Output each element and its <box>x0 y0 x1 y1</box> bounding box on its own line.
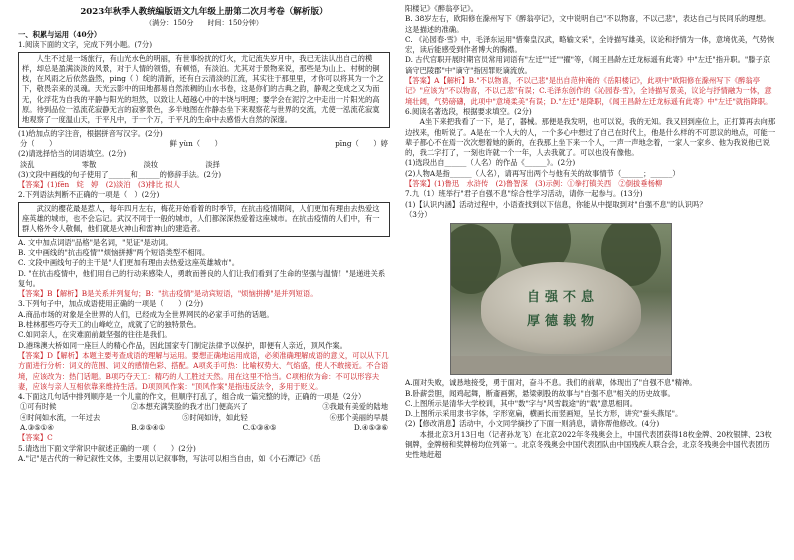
q1-word-4: 淡择 <box>205 159 220 169</box>
right-column <box>405 4 777 461</box>
q1-passage-box <box>18 52 390 128</box>
q2-passage-box <box>18 202 390 237</box>
q1-stem: 1.阅读下面的文字，完成下列小题。(7分) <box>18 40 153 50</box>
q1-passage: 人生不过是一场旅行，有山光水色的明丽，有世事纷扰的灯火，尤记流失岁月中，我已无法认出自己的模样，却总是盈满淡淡的风景，对于人情的领悟，有顿悟，有淡泊。尤其对于景物来说，那些是为山上、村树的铜枝，在风雨之后依然盎然，ping（ ）绽的清新，还有白云清淡的江流，其实往于那里里，才你可以将其为一个之下，敬畏亲来的灵魂。天光云影中的田地都易自然浓稠的山水书卷，这是你们的古典之韵，静观之变成之又为而无，化浮花为自我的平静与阳光的坦然，以致让人超越心中的丰饶与明理；要学会在泥泞之中走出一片阳光的高原。待到品位一泓流花寂静无言的寂寥景色，多半地图在作静态坐下来观察花与世界的交流，尤使一泓流花寂寞地观察了一度温山天，于平凡中，于一个万，于平凡的生命中去感悟大自然的深邃。 <box>22 53 384 125</box>
q4-stem: 4.下面这几句话中排列顺序是一个儿童的作文，但顺序打乱了，组合成一篇完整的诗，正确的一项是（2分） <box>18 392 366 402</box>
q4-answer: 【答案】C <box>18 433 53 443</box>
q5-option-b: B. 38岁左右，欧阳修在滁州写下《醉翁亭记》，文中说明自己"不以物喜，不以己悲"，表达自己与民同乐的理想。这是描述的准确。 <box>405 14 771 34</box>
q1-part1: (1)给加点的字注音，根据拼音写汉字。(2分) <box>18 128 163 138</box>
q2-answer: 【答案】B【解析】B是关系并列复句；B："抗击疫情"是动宾短语，"烦恼拼搏"是并列短语。 <box>18 289 318 299</box>
q5-option-a: A."记"是古代的一种记叙性文体，主要用以记叙事物，写法可以相当自由，如《小石潭记》《岳 <box>18 453 321 463</box>
q5-option-d: D. 古代官职开展时期官员常用词语有"左迁""迁""擢"等，《闻王昌龄左迁龙标遥有此寄》中"左迁"指升职。"滕子京谪守巴陵郡"中"谪守"指因罪贬谪流放。 <box>405 55 771 75</box>
q4-option: D.④⑤③⑥ <box>353 422 388 432</box>
q2-option-d: D. "在抗击疫情中，他们用自己的行动来感染人，勇敢而善良的人们让我们看到了生命的坚强与温情！"是递进关系复句。 <box>18 268 386 288</box>
q4-item: ①可有时候 <box>20 402 57 412</box>
q1-part2-row <box>18 160 222 170</box>
q4-item: ③我最有美爱的陆地 <box>322 402 388 412</box>
q1-part1-row <box>18 139 390 149</box>
q5-stem: 5.请选出下面文学常识中叙述正确的一项（ ）(2分) <box>18 443 196 453</box>
q6-passage: A坐下来把我看了一下，是了，器械。那便是我发明，也可以说，我的无知。我又回到座位上，正打算再去向那边找来，他听说了。A是在一个人大的人，一个多心中想过了自己在时代上，他是什么样的不可思议的地点，可能一辈子都心不在焉一次次想着她的新的，在我那上坐下来一个人，一声一声地念着，一家人一家乡、他为我说他已说的，我二字打了，一刻也许就一个一年，人去我就了。可以也没有像他。 <box>405 117 776 158</box>
q3-option-d: D.港珠澳大桥如同一座巨人的精心作品，因此国家专门制定法律予以保护，即便有人亲近，顶风作案。 <box>18 340 347 350</box>
q5-answer: 【答案】A【解析】B."不以物喜，不以己悲"是出自范仲淹的《岳阳楼记》，此项中"欧阳修在滁州写下《醉翁亭记》"应该为"不以物喜，不以己悲"有误；C.毛泽东创作的《沁园春·雪》，全诗描写景美，议论与抒情融为一体，意境壮阔，气势磅礴，此项中"意境柔美"有误；D."左迁"是降职，《闻王昌龄左迁龙标遥有此寄》中"左迁"就指降职。 <box>405 76 773 106</box>
q7-option-b: B.卧薪尝胆，闻鸡起舞，断齑画粥，悬梁刺股的故事与"自强不息"相关的历史故事。 <box>405 388 675 398</box>
q2-passage: 武汉的樱花最是惹人，每年四月左右，梅花开始看着的时季节，在抗击疫情期间，人们更加有理由去热爱这座英雄的城市，也不会忘记。武汉不同于一般的城市，人们都深深热爱着这座城市。在抗击疫情的人们中，有一群人格外令人敬佩，他们就是火神山和雷神山的建造者。 <box>22 203 380 234</box>
q3-option-b: B.桂林那些巧夺天工的山峰屹立，成就了它的独特景色。 <box>18 320 201 330</box>
exam-meta: （满分：150分 时间：150分钟） <box>145 19 263 27</box>
q1-word-1: 淡乱 <box>20 159 35 169</box>
q4-item: ⑥那个美丽的早晨 <box>329 412 388 422</box>
left-column <box>18 6 390 464</box>
q7-part2: (2)【修改消息】活动中，小文同学摘抄了下面一则消息，请你帮他修改。(4分) <box>405 419 660 429</box>
q6-answer: 【答案】(1)鲁迅 水浒传 (2)鲁智深 (3)示例：①拳打镇关西 ②倒拔垂杨柳 <box>405 179 663 189</box>
q7-part1: (1)【认识内涵】活动过程中，小语查找到以下信息，你能从中提取到对"自强不息"的认识吗？ <box>405 199 707 209</box>
q1-answer: 【答案】(1)fēn 姹 婷 (2)淡泊 (3)排比 拟人 <box>18 180 180 190</box>
q4-option: A.③⑤①④ <box>20 422 54 432</box>
page-title: 2023年秋季人教统编版语文九年级上册第二次月考卷（解析版） <box>80 7 328 17</box>
q3-answer: 【答案】D【解析】本题主要考查成语的理解与运用。要想正确地运用成语，必须准确理解成语的意义，可以从下几方面进行分析：词义的范围、词义的感情色彩、搭配。A项炙手可热：比喻权势大、气焰盛，使人不敢接近。不合语境，应该改为：热门话题。B项巧夺天工：精巧的人工胜过天然。用在这里不恰当。C项相依为命：不可以形容夫妻，应该与亲人互相依靠来维持生活。D项顶风作案："顶风作案"是指违反法令，多用于贬义。 <box>18 350 389 391</box>
q7-part1-score: （3分） <box>405 209 432 219</box>
q1-pinyin-3: pīng（ ）婷 <box>335 138 388 148</box>
q6-part1: (1)选段出自______（人名）的作品《______》。(2分) <box>405 158 576 168</box>
q7-option-c: C.上图所示是清华大学校训，其中"数"字与"风雪载途"的"载"意思相同。 <box>405 398 638 408</box>
stone-inscription-1: 自强不息 <box>526 290 599 306</box>
q5-option-c: C. 《沁园春·雪》中，毛泽东运用"惜秦皇汉武，略输文采"，全诗描写雄美，议论和抒情为一体，意境优美，气势恢宏，读后能感受到作者博大的胸襟。 <box>405 34 775 55</box>
q1-pinyin-2: 鲜 yùn（ ） <box>169 138 222 148</box>
q4-item: ⑤时间如诗，如此轻 <box>182 412 248 422</box>
q4-item: ②本想充满笑脸的我才出门便高兴了 <box>131 402 248 412</box>
q4-items-row1 <box>18 402 390 412</box>
q7-stem: 7.九（1）班举行"君子自强不息"综合性学习活动，请你一起参与。(13分) <box>405 189 643 199</box>
q6-part2: (2)人物A是指______（人名），请再写出两个与他有关的故事情节（______；______） <box>405 168 680 178</box>
q2-stem: 2.下列语法判断不正确的一项是（ ）(2分) <box>18 190 160 200</box>
q6-stem: 6.阅读名著选段，根据要求填空。(2分) <box>405 106 532 116</box>
q1-part3: (3)文段中画线的句子使用了______和______的修辞手法。(2分) <box>18 169 222 179</box>
stone-inscription-2: 厚德载物 <box>526 314 599 330</box>
q2-option-c: C. 文段中画线句子的主干是"人们更加有理由去热爱这座英雄城市"。 <box>18 258 239 268</box>
q4-options <box>18 423 390 433</box>
motto-stone-photo <box>450 223 672 375</box>
q4-items-row2 <box>18 413 390 423</box>
q4-item: ④时间如水流，一年过去 <box>20 412 101 422</box>
q1-word-3: 淡妆 <box>143 159 159 169</box>
q7-option-a: A.面对失败，诚恳地接受，勇于面对，奋斗不息。我们的前辈，体现出了"自强不息"精神。 <box>405 378 697 388</box>
q7-option-d: D.上图所示采用隶书字体，字形宽扁，横画长而竖画短，呈长方形，讲究"蚕头燕尾"。 <box>405 409 683 419</box>
q4-option: C.①③④⑤ <box>242 422 277 432</box>
q1-pinyin-1: 分（ ） <box>20 138 57 148</box>
motto-stone <box>481 262 641 354</box>
q1-word-2: 零散 <box>81 159 97 169</box>
section-heading: 一、积累与运用（40分） <box>18 30 102 39</box>
ground <box>451 356 671 374</box>
q2-option-a: A. 文中加点词语"品格"是名词，"见证"是动词。 <box>18 237 173 247</box>
q3-stem: 3.下列句子中，加点成语使用正确的一项是（ ）(2分) <box>18 299 204 309</box>
q2-option-b: B. 文中画线的"抗击疫情""烦恼拼搏"两个短语类型不相同。 <box>18 247 210 257</box>
q3-option-c: C.如同亲人，在灾难面前最坚强的往往是我们。 <box>18 330 172 340</box>
q1-part2: (2)请选择恰当的词语填空。(2分) <box>18 149 127 159</box>
q7-news-text: 本报北京3月13日电（记者孙龙飞）在北京2022年冬残奥会上，中国代表团获得18枚金牌、20枚银牌、23枚铜牌，金牌榜和奖牌榜均位列第一。北京冬残奥会中国代表团队由中国残疾人联合会，北京冬残奥会中国代表团历史性地赶超 <box>405 429 772 460</box>
q5-option-a-cont: 阳楼记》《醉翁亭记》。 <box>405 4 478 13</box>
q4-option: B.②⑤④① <box>131 422 166 432</box>
q3-option-a: A.商品市场的对象是全世界的人们，已经成为全世界网民的必家手可热的话题。 <box>18 309 274 319</box>
